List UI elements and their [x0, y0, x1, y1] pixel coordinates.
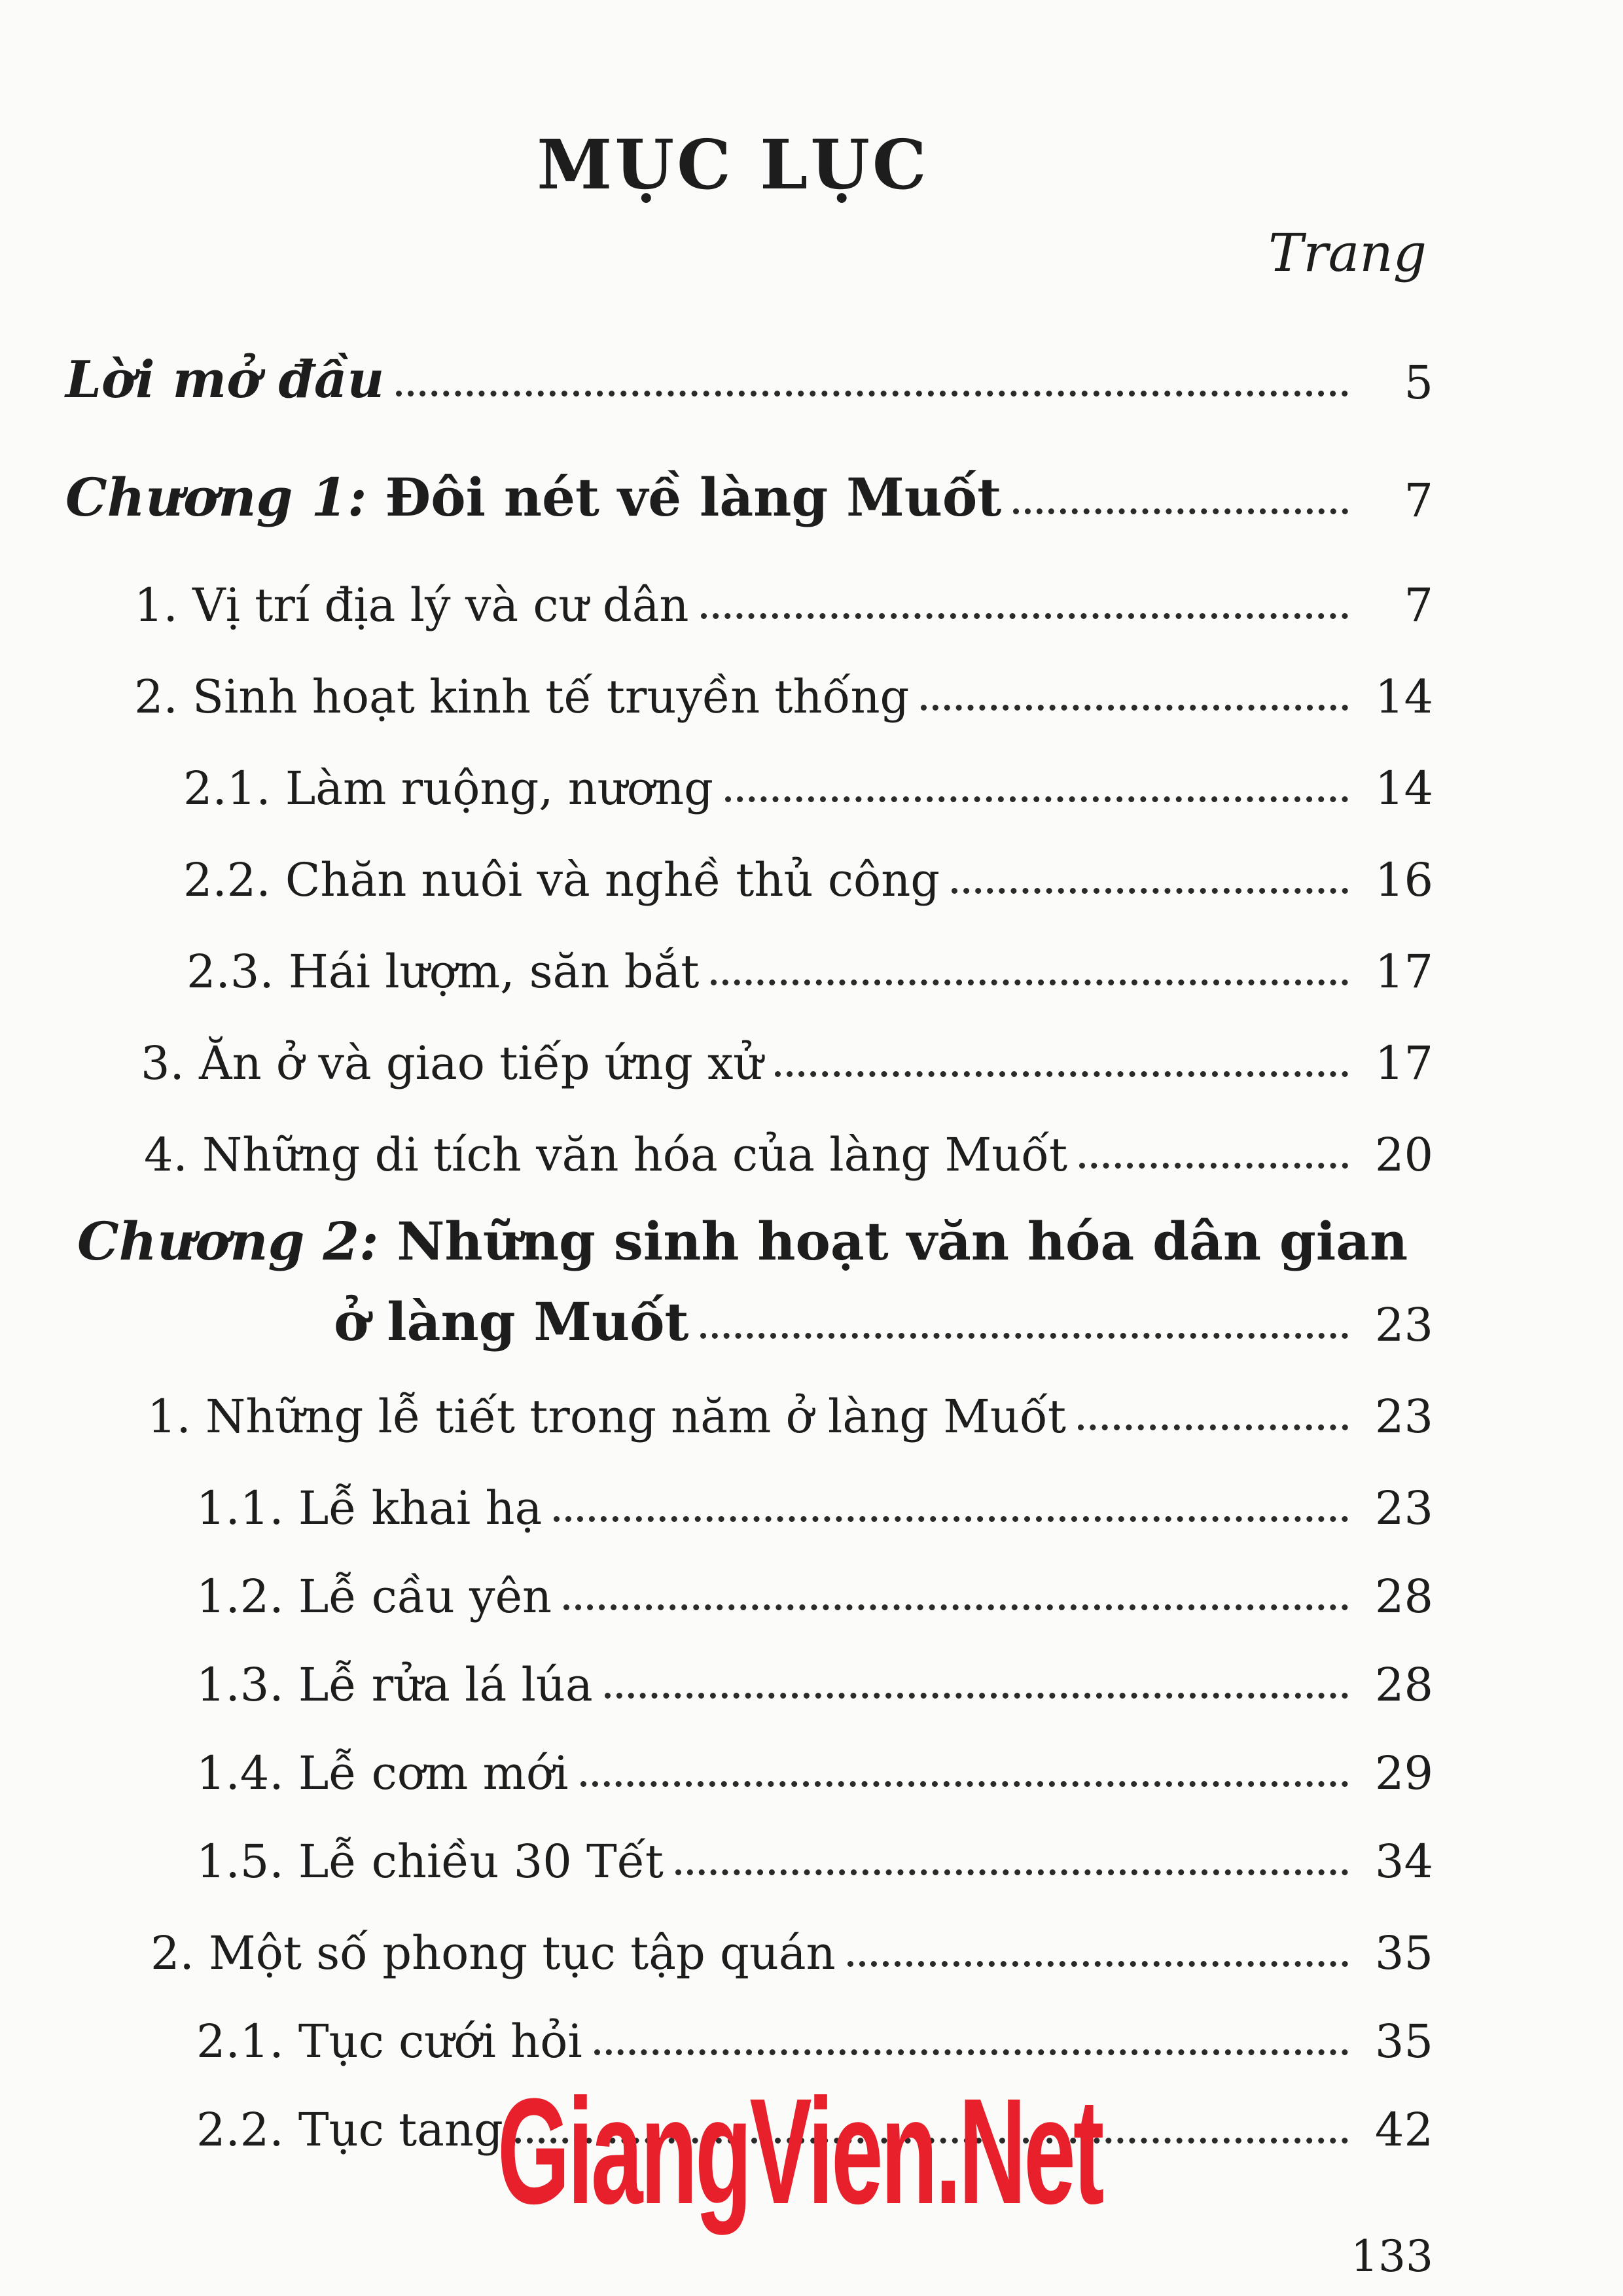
chapter-prefix: Chương 2:: [77, 1210, 379, 1272]
toc-entry: [147, 1374, 1433, 1443]
toc-entry: [134, 654, 1433, 724]
toc-entry-label: 2.2. Tục tang: [196, 2103, 503, 2157]
page-column-label: Trang: [1268, 222, 1427, 283]
toc-entry-label: 1.5. Lễ chiều 30 Tết: [196, 1835, 664, 1888]
leader-dots: [952, 888, 1348, 894]
leader-dots: [701, 613, 1348, 619]
chapter-title: Đôi nét về làng Muốt: [385, 467, 1002, 528]
leader-dots: [1079, 1163, 1348, 1169]
leader-dots: [775, 1071, 1348, 1077]
toc-entry: [65, 340, 1433, 410]
toc-entry: [196, 1731, 1433, 1800]
toc-entry-label: 1. Những lễ tiết trong năm ở làng Muốt: [147, 1390, 1066, 1443]
leader-dots: [1013, 508, 1348, 514]
toc-entry-page: 35: [1374, 2015, 1433, 2068]
page-number: 133: [1351, 2231, 1433, 2282]
toc-entry-label: [65, 467, 1013, 528]
chapter-prefix: Chương 1:: [65, 467, 367, 528]
toc-entry-page: 28: [1374, 1658, 1433, 1712]
toc-chapter-heading: [77, 1210, 1408, 1272]
leader-dots: [554, 1516, 1348, 1522]
leader-dots: [847, 1961, 1348, 1967]
toc-entry-page: 23: [1374, 1481, 1433, 1535]
leader-dots: [396, 391, 1348, 397]
toc-entry-label: 1.2. Lễ cầu yên: [196, 1570, 552, 1623]
toc-entry-page: 29: [1374, 1746, 1433, 1800]
toc-entry: [183, 746, 1433, 815]
leader-dots: [675, 1869, 1348, 1875]
toc-entry: [134, 563, 1433, 632]
toc-entry: [196, 1642, 1433, 1712]
watermark: GiangVien.Net: [497, 2067, 1102, 2235]
toc-entry-label: 2.2. Chăn nuôi và nghề thủ công: [183, 853, 940, 907]
toc-entry-label: 1.4. Lễ cơm mới: [196, 1746, 569, 1800]
chapter-title: Những sinh hoạt văn hóa dân gian: [397, 1210, 1408, 1272]
leader-dots: [711, 980, 1348, 985]
leader-dots: [1078, 1424, 1348, 1430]
toc-entry-label: 1.3. Lễ rửa lá lúa: [196, 1658, 593, 1712]
toc-entry-label: 2.1. Tục cưới hỏi: [196, 2015, 582, 2068]
toc-chapter-entry: [65, 458, 1433, 528]
leader-dots: [725, 796, 1348, 802]
toc-entry-label: 2.1. Làm ruộng, nương: [183, 762, 713, 815]
toc-entry-page: 34: [1374, 1835, 1433, 1888]
toc-entry: [144, 1112, 1433, 1182]
toc-entry-label: 2.3. Hái lượm, săn bắt: [187, 945, 700, 998]
toc-entry-page: 23: [1374, 1390, 1433, 1443]
toc-entry-label: 1.1. Lễ khai hạ: [196, 1481, 543, 1535]
toc-entry-page: 7: [1404, 578, 1433, 632]
toc-entry-page: 17: [1374, 945, 1433, 998]
toc-entry-page: 17: [1374, 1036, 1433, 1090]
toc-entry-page: 5: [1404, 356, 1433, 410]
toc-entry-page: 20: [1374, 1128, 1433, 1182]
leader-dots: [594, 2049, 1348, 2055]
toc-entry-page: 7: [1404, 474, 1433, 527]
toc-entry-label: 4. Những di tích văn hóa của làng Muốt: [144, 1128, 1068, 1182]
toc-entry-page: 14: [1374, 762, 1433, 815]
toc-entry: [196, 1466, 1433, 1535]
toc-entry-page: 42: [1374, 2103, 1433, 2157]
leader-dots: [605, 1693, 1348, 1699]
toc-entry: [183, 838, 1433, 907]
toc-entry-page: 35: [1374, 1926, 1433, 1980]
toc-entry-label: 2. Sinh hoạt kinh tế truyền thống: [134, 670, 910, 724]
toc-entry-page: 28: [1374, 1570, 1433, 1623]
page-title: MỤC LỤC: [537, 124, 929, 205]
toc-entry-label: 1. Vị trí địa lý và cư dân: [134, 578, 689, 632]
toc-entry-page: 14: [1374, 670, 1433, 724]
toc-entry: [196, 1554, 1433, 1623]
chapter-title-continued: ở làng Muốt: [334, 1291, 689, 1352]
toc-entry-label: Lời mở đầu: [65, 350, 385, 410]
toc-entry: [151, 1911, 1433, 1980]
toc-entry-page: 23: [1374, 1298, 1433, 1352]
toc-chapter-entry: [334, 1282, 1433, 1352]
toc-entry: [196, 1819, 1433, 1888]
toc-entry-label: 3. Ăn ở và giao tiếp ứng xử: [141, 1036, 763, 1090]
toc-entry-label: 2. Một số phong tục tập quán: [151, 1926, 836, 1980]
leader-dots: [563, 1604, 1348, 1610]
toc-entry: [196, 1999, 1433, 2068]
leader-dots: [580, 1781, 1348, 1787]
leader-dots: [700, 1333, 1348, 1339]
leader-dots: [921, 705, 1348, 711]
toc-entry-page: 16: [1374, 853, 1433, 907]
toc-entry: [141, 1021, 1433, 1090]
toc-entry: [187, 929, 1433, 998]
